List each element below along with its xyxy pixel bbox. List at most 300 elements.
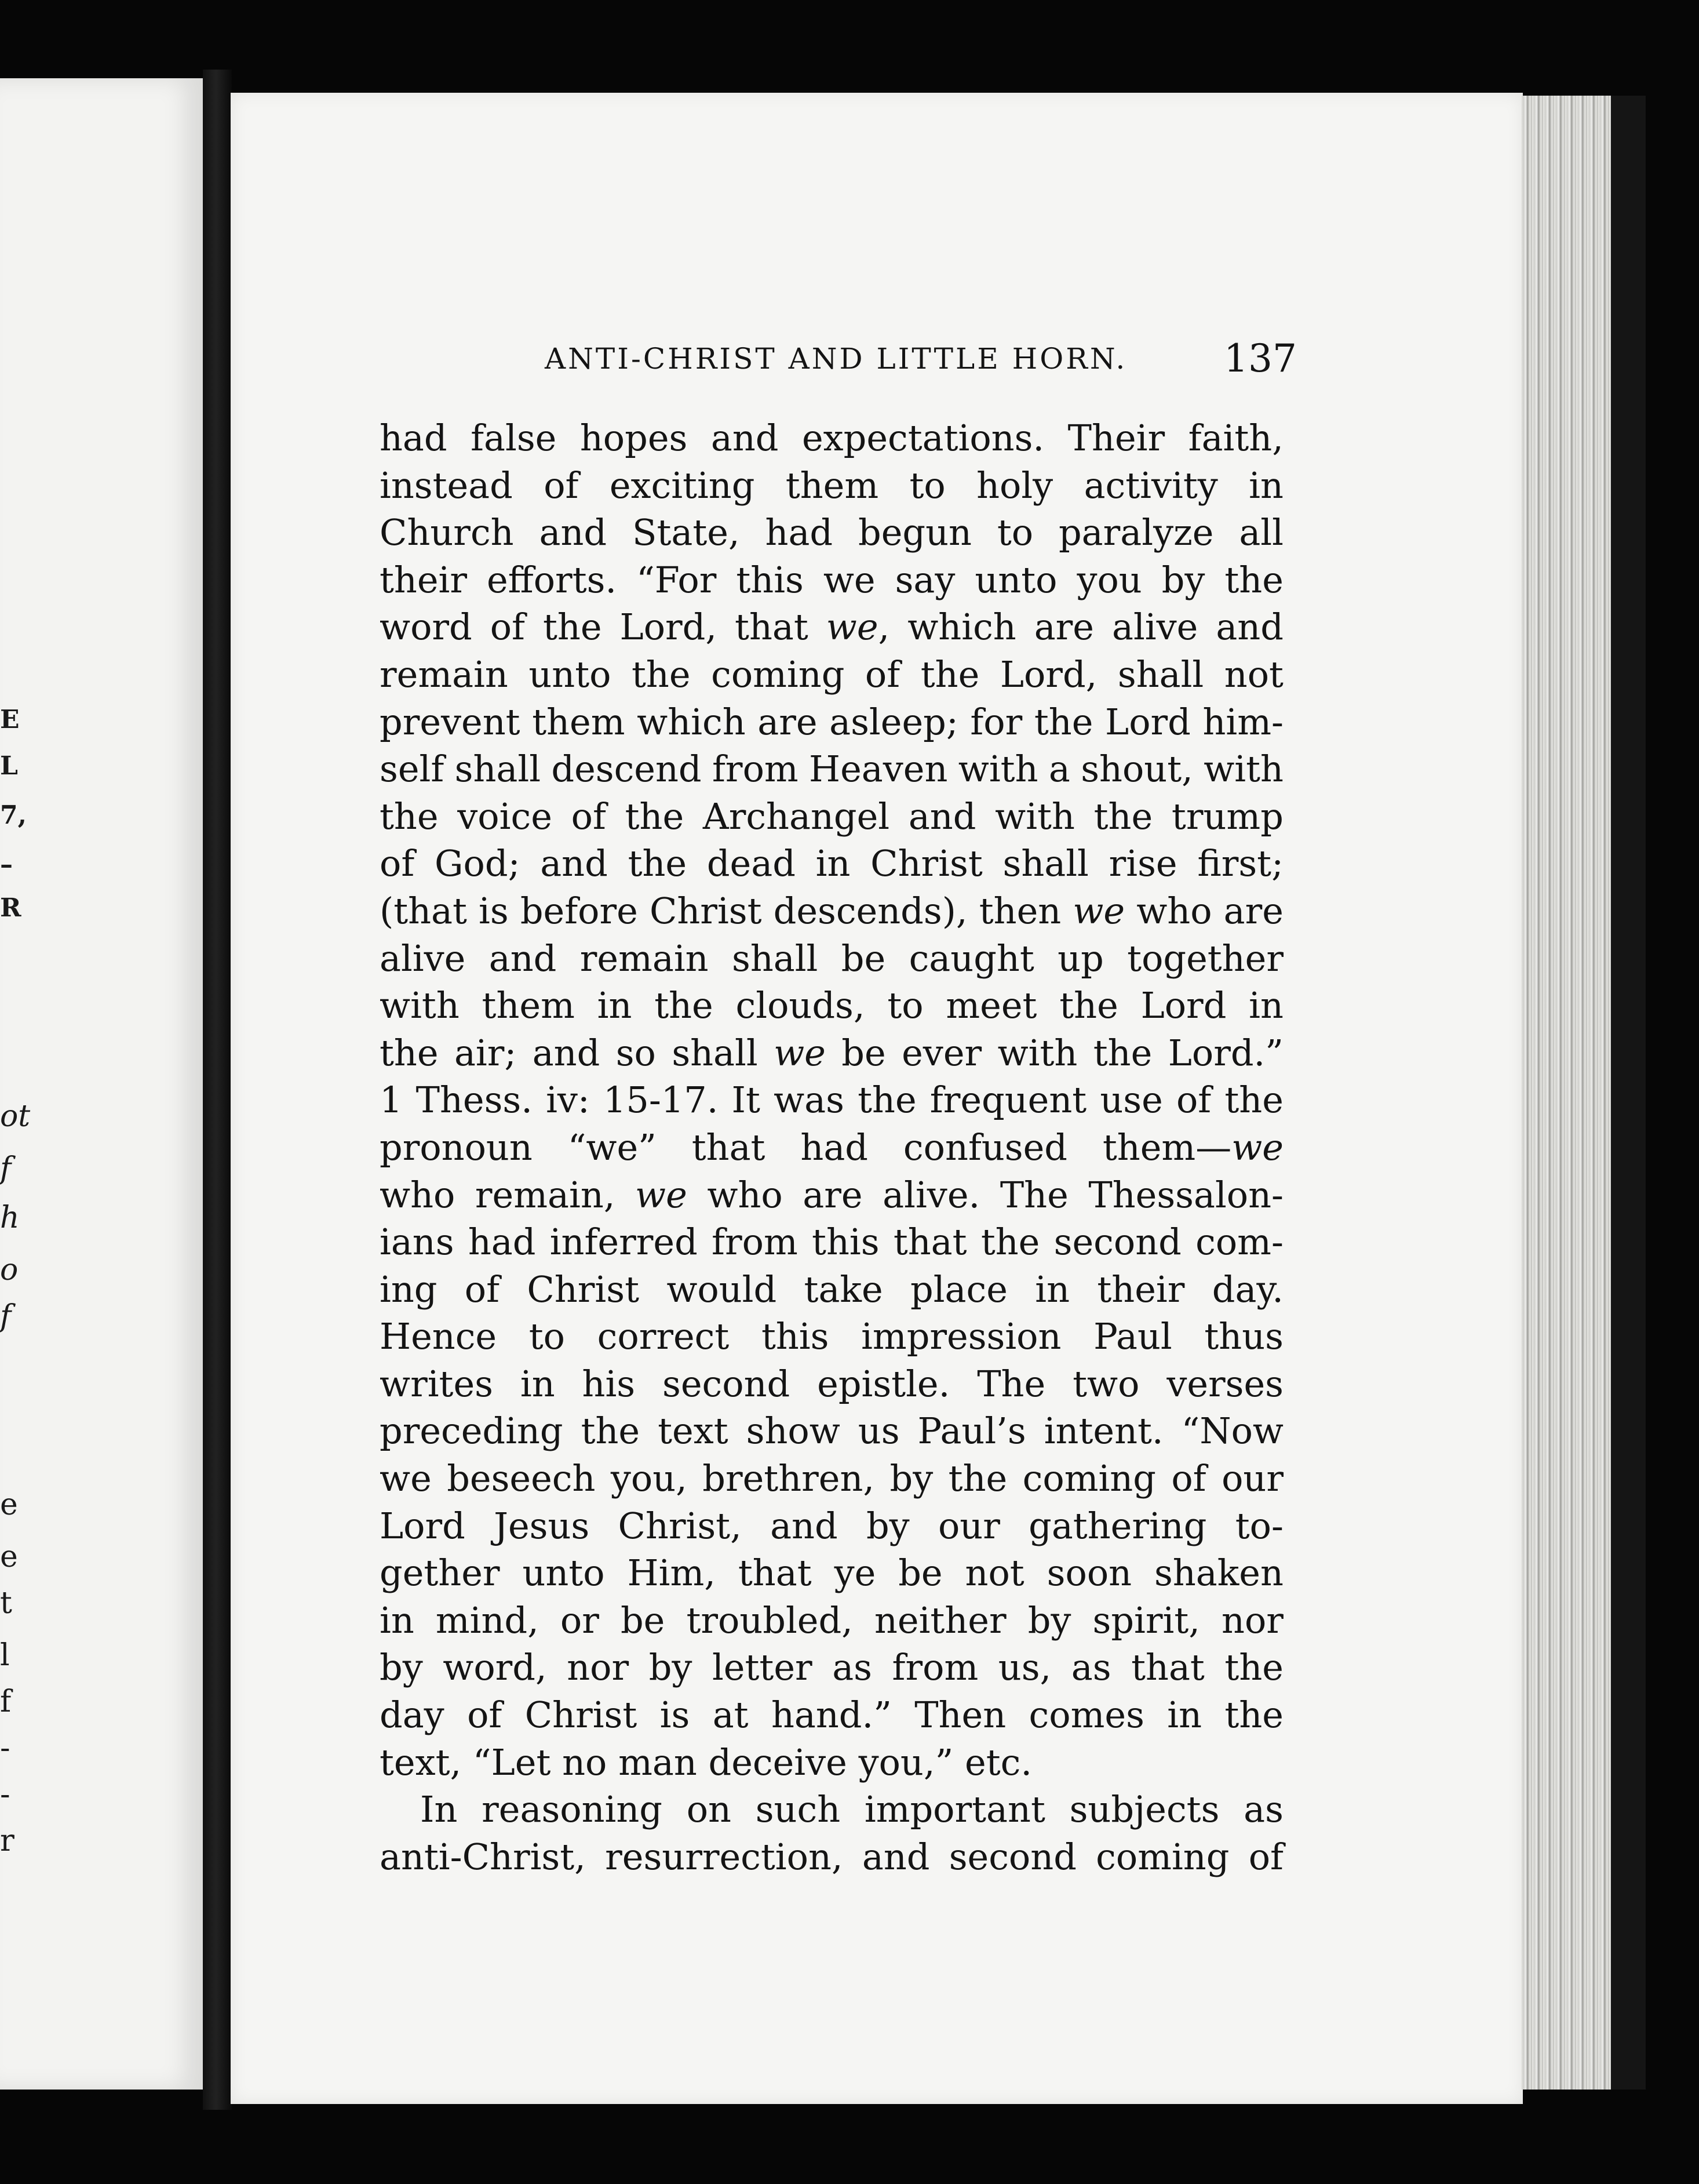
word: before bbox=[520, 889, 638, 932]
word: Heaven bbox=[809, 748, 948, 791]
word: of bbox=[380, 842, 415, 885]
word: this bbox=[812, 1221, 880, 1264]
word: resurrection, bbox=[605, 1835, 843, 1878]
word: day bbox=[380, 1694, 444, 1737]
word: with bbox=[958, 748, 1038, 791]
word: remain, bbox=[475, 1173, 615, 1216]
word: this bbox=[761, 1315, 829, 1358]
word: epistle. bbox=[817, 1362, 950, 1405]
word: text, bbox=[380, 1741, 462, 1783]
word: and bbox=[908, 795, 976, 838]
word: to- bbox=[1235, 1504, 1284, 1547]
word: as bbox=[1244, 1788, 1284, 1831]
word: It bbox=[731, 1079, 760, 1122]
word: day. bbox=[1212, 1268, 1284, 1311]
word: The bbox=[977, 1362, 1046, 1405]
word: Christ bbox=[649, 889, 762, 932]
word: shall bbox=[1117, 653, 1204, 696]
left-page-fragment: - bbox=[0, 1731, 10, 1766]
word: rise bbox=[1109, 842, 1177, 885]
word: are bbox=[757, 700, 818, 743]
word: Archangel bbox=[702, 795, 890, 838]
word: our bbox=[1222, 1457, 1284, 1500]
word: meet bbox=[946, 984, 1037, 1027]
text-line bbox=[380, 1502, 1284, 1550]
word: Thessalon- bbox=[1088, 1173, 1284, 1216]
word: are bbox=[1034, 606, 1094, 649]
word: voice bbox=[457, 795, 552, 838]
text-line bbox=[380, 935, 1284, 982]
text-line bbox=[380, 1739, 1284, 1786]
word: text bbox=[658, 1410, 728, 1453]
word: the bbox=[380, 795, 439, 838]
word: shout, bbox=[1081, 748, 1193, 791]
word: the bbox=[1224, 558, 1284, 601]
word: take bbox=[804, 1268, 883, 1311]
word: to bbox=[528, 1315, 565, 1358]
word: and bbox=[539, 511, 607, 554]
word: the bbox=[980, 1221, 1040, 1264]
word: not bbox=[965, 1552, 1024, 1595]
word: trump bbox=[1171, 795, 1284, 838]
word: man bbox=[618, 1741, 697, 1783]
word: iv: bbox=[546, 1079, 590, 1122]
word: of bbox=[464, 1268, 500, 1311]
word: be bbox=[620, 1599, 665, 1641]
word: letter bbox=[712, 1646, 812, 1689]
word: first; bbox=[1197, 842, 1284, 885]
left-page-fragment: o bbox=[0, 1253, 19, 1287]
word: ever bbox=[902, 1031, 982, 1074]
left-page-fragment: f bbox=[0, 1684, 12, 1719]
word: you, bbox=[610, 1457, 687, 1500]
left-page-fragment: E bbox=[0, 705, 20, 734]
word: show bbox=[746, 1410, 840, 1453]
word: dead bbox=[706, 842, 796, 885]
word: are bbox=[1223, 889, 1284, 932]
text-line bbox=[380, 651, 1284, 698]
word: be bbox=[898, 1552, 943, 1595]
word: the bbox=[948, 1457, 1008, 1500]
word: activity bbox=[1084, 464, 1218, 507]
word: neither bbox=[874, 1599, 1007, 1641]
word: important bbox=[864, 1788, 1045, 1831]
word: inferred bbox=[549, 1221, 698, 1264]
word: “For bbox=[636, 558, 717, 601]
word: Paul’s bbox=[917, 1410, 1026, 1453]
word: unto bbox=[975, 558, 1058, 601]
word: the bbox=[628, 842, 687, 885]
word: faith, bbox=[1188, 417, 1284, 459]
word: ing bbox=[380, 1268, 437, 1311]
word: and bbox=[710, 417, 779, 459]
left-facing-page bbox=[0, 78, 203, 2090]
word: would bbox=[666, 1268, 777, 1311]
word: from bbox=[712, 1221, 798, 1264]
text-line bbox=[380, 840, 1284, 887]
word: The bbox=[1000, 1173, 1069, 1216]
word: had bbox=[765, 511, 833, 554]
left-page-fragment: t bbox=[0, 1586, 12, 1621]
word: the bbox=[625, 795, 684, 838]
word: false bbox=[471, 417, 557, 459]
word: “we” bbox=[567, 1126, 657, 1169]
word: of bbox=[467, 1694, 502, 1737]
word: Christ, bbox=[618, 1504, 742, 1547]
word: us, bbox=[998, 1646, 1052, 1689]
word: the bbox=[632, 653, 691, 696]
word: 15-17. bbox=[603, 1079, 719, 1122]
word: coming bbox=[711, 653, 845, 696]
word: by bbox=[866, 1504, 910, 1547]
word: Lord.” bbox=[1168, 1031, 1284, 1074]
word: by bbox=[889, 1457, 934, 1500]
word: so bbox=[615, 1031, 656, 1074]
word: Lord bbox=[1140, 984, 1227, 1027]
word: State, bbox=[632, 511, 740, 554]
word: with bbox=[1204, 748, 1284, 791]
text-line bbox=[380, 556, 1284, 604]
left-page-fragment: f bbox=[0, 1151, 12, 1186]
word: Lord bbox=[380, 1504, 465, 1547]
word: ye bbox=[834, 1552, 876, 1595]
word: of bbox=[865, 653, 900, 696]
word: remain bbox=[579, 937, 709, 980]
word: who bbox=[707, 1173, 783, 1216]
word: at bbox=[712, 1694, 749, 1737]
word: two bbox=[1073, 1362, 1140, 1405]
word: you,” bbox=[858, 1741, 954, 1783]
word: ians bbox=[380, 1221, 454, 1264]
word: confused bbox=[903, 1126, 1067, 1169]
word: alive bbox=[380, 937, 466, 980]
word: Lord, bbox=[619, 606, 717, 649]
word: we bbox=[380, 1457, 432, 1500]
word: “Let bbox=[472, 1741, 551, 1783]
word: that bbox=[691, 1126, 765, 1169]
word: say bbox=[895, 558, 956, 601]
word: such bbox=[755, 1788, 841, 1831]
word: their bbox=[1097, 1268, 1185, 1311]
word: of bbox=[544, 464, 579, 507]
text-line bbox=[380, 1266, 1284, 1313]
word: and bbox=[770, 1504, 838, 1547]
left-page-fragment: - bbox=[0, 1777, 10, 1812]
word: coming bbox=[1022, 1457, 1156, 1500]
word: second bbox=[662, 1362, 790, 1405]
word: the bbox=[858, 1079, 917, 1122]
word: in bbox=[1249, 464, 1284, 507]
word: shall bbox=[1002, 842, 1089, 885]
word: Christ bbox=[527, 1268, 639, 1311]
text-line bbox=[380, 462, 1284, 509]
left-page-fragment: R bbox=[0, 893, 21, 923]
word: that bbox=[893, 1221, 967, 1264]
text-line bbox=[380, 887, 1284, 935]
page-edges bbox=[1521, 96, 1611, 2090]
left-page-fragment: – bbox=[0, 850, 13, 879]
left-page-fragment: l bbox=[0, 1638, 10, 1673]
word: from bbox=[892, 1646, 979, 1689]
text-line bbox=[380, 1644, 1284, 1691]
word: remain bbox=[380, 653, 508, 696]
word: God; bbox=[435, 842, 520, 885]
word: nor bbox=[1222, 1599, 1284, 1641]
word: by bbox=[1027, 1599, 1071, 1641]
word: unto bbox=[522, 1552, 605, 1595]
word: by bbox=[380, 1646, 423, 1689]
word: the bbox=[542, 606, 602, 649]
word: by bbox=[1161, 558, 1205, 601]
word: us bbox=[858, 1410, 900, 1453]
text-line bbox=[380, 1360, 1284, 1408]
word: shall bbox=[672, 1031, 758, 1074]
text-line bbox=[380, 793, 1284, 840]
word: use bbox=[1100, 1079, 1163, 1122]
word: shall bbox=[454, 748, 541, 791]
word: subjects bbox=[1069, 1788, 1220, 1831]
word: with bbox=[997, 1031, 1078, 1074]
left-page-fragment: e bbox=[0, 1539, 18, 1574]
word: holy bbox=[976, 464, 1053, 507]
word: “Now bbox=[1181, 1410, 1284, 1453]
word: which bbox=[637, 700, 746, 743]
word: as bbox=[832, 1646, 872, 1689]
text-line bbox=[380, 1218, 1284, 1266]
text-line bbox=[380, 1407, 1284, 1455]
word: the bbox=[654, 984, 713, 1027]
word: of bbox=[1176, 1079, 1212, 1122]
word: shaken bbox=[1154, 1552, 1284, 1595]
word: them bbox=[532, 700, 625, 743]
word: brethren, bbox=[702, 1457, 875, 1500]
word: in bbox=[815, 842, 851, 885]
word: paralyze bbox=[1058, 511, 1214, 554]
word: In bbox=[420, 1788, 458, 1831]
word: com- bbox=[1195, 1221, 1284, 1264]
left-page-fragment: L bbox=[0, 751, 18, 781]
word: or bbox=[560, 1599, 599, 1641]
word: no bbox=[562, 1741, 607, 1783]
running-head: ANTI-CHRIST AND LITTLE HORN. bbox=[545, 342, 1128, 376]
word: hopes bbox=[579, 417, 688, 459]
word: of bbox=[1248, 1835, 1284, 1878]
word: and bbox=[1216, 606, 1284, 649]
word: this bbox=[736, 558, 804, 601]
word: alive. bbox=[883, 1173, 980, 1216]
word: that bbox=[735, 606, 808, 649]
word: mind, bbox=[435, 1599, 539, 1641]
word: the bbox=[1093, 795, 1153, 838]
word: then bbox=[979, 889, 1062, 932]
page-number: 137 bbox=[1224, 336, 1297, 381]
word: the bbox=[380, 1031, 439, 1074]
word: word bbox=[380, 606, 472, 649]
book-gutter bbox=[203, 70, 232, 2110]
word: shall bbox=[732, 937, 818, 980]
text-line bbox=[380, 1171, 1284, 1219]
word: exciting bbox=[609, 464, 755, 507]
word: Their bbox=[1067, 417, 1165, 459]
word: as bbox=[1071, 1646, 1111, 1689]
text-line bbox=[380, 1313, 1284, 1360]
text-line bbox=[380, 1691, 1284, 1739]
word: we bbox=[635, 1173, 687, 1216]
word: them—we bbox=[1102, 1126, 1284, 1169]
word: self bbox=[380, 748, 444, 791]
word: Then bbox=[914, 1694, 1007, 1737]
word: the bbox=[1059, 984, 1118, 1027]
word: preceding bbox=[380, 1410, 563, 1453]
word: nor bbox=[567, 1646, 629, 1689]
text-line bbox=[380, 1833, 1284, 1881]
text-line bbox=[380, 1455, 1284, 1502]
word: comes bbox=[1029, 1694, 1144, 1737]
left-page-fragment: ot bbox=[0, 1099, 31, 1134]
word: was bbox=[774, 1079, 844, 1122]
word: who bbox=[1136, 889, 1212, 932]
word: Lord bbox=[1105, 700, 1191, 743]
word: correct bbox=[597, 1315, 730, 1358]
text-line bbox=[380, 603, 1284, 651]
word: Him, bbox=[627, 1552, 716, 1595]
word: alive bbox=[1111, 606, 1198, 649]
word: spirit, bbox=[1092, 1599, 1200, 1641]
word: who bbox=[380, 1173, 455, 1216]
word: begun bbox=[858, 511, 972, 554]
word: prevent bbox=[380, 700, 520, 743]
text-line bbox=[380, 982, 1284, 1029]
body-text bbox=[380, 414, 1284, 1880]
word: in bbox=[1249, 984, 1284, 1027]
word: in bbox=[1167, 1694, 1202, 1737]
word: the bbox=[1224, 1646, 1284, 1689]
word: and bbox=[532, 1031, 600, 1074]
word: hand.” bbox=[771, 1694, 892, 1737]
left-page-fragment: f bbox=[0, 1299, 12, 1334]
text-line bbox=[380, 1786, 1284, 1833]
word: gathering bbox=[1029, 1504, 1207, 1547]
word: the bbox=[1224, 1694, 1284, 1737]
word: to bbox=[887, 984, 924, 1027]
word: anti-Christ, bbox=[380, 1835, 586, 1878]
word: descends), bbox=[773, 889, 968, 932]
word: place bbox=[910, 1268, 1008, 1311]
left-page-fragment: h bbox=[0, 1200, 20, 1235]
word: deceive bbox=[708, 1741, 847, 1783]
word: in bbox=[520, 1362, 555, 1405]
word: coming bbox=[1096, 1835, 1230, 1878]
word: which bbox=[907, 606, 1016, 649]
word: and bbox=[540, 842, 608, 885]
word: we bbox=[823, 558, 876, 601]
word: we bbox=[774, 1031, 826, 1074]
text-line bbox=[380, 509, 1284, 556]
word: writes bbox=[380, 1362, 493, 1405]
word: the bbox=[920, 653, 980, 696]
word: all bbox=[1239, 511, 1284, 554]
word: for bbox=[970, 700, 1023, 743]
word: on bbox=[686, 1788, 731, 1831]
word: second bbox=[949, 1835, 1077, 1878]
word: clouds, bbox=[735, 984, 865, 1027]
text-line bbox=[380, 1597, 1284, 1644]
text-line bbox=[380, 698, 1284, 746]
word: soon bbox=[1047, 1552, 1132, 1595]
word: is bbox=[659, 1694, 690, 1737]
word: Thess. bbox=[415, 1079, 533, 1122]
word: Hence bbox=[380, 1315, 497, 1358]
text-line bbox=[380, 414, 1284, 462]
word: gether bbox=[380, 1552, 500, 1595]
word: air; bbox=[454, 1031, 517, 1074]
word: them bbox=[785, 464, 879, 507]
word: Christ bbox=[870, 842, 983, 885]
left-page-fragment: r bbox=[0, 1823, 14, 1858]
word: unto bbox=[528, 653, 611, 696]
word: Christ bbox=[524, 1694, 637, 1737]
word: with bbox=[995, 795, 1075, 838]
word: pronoun bbox=[380, 1126, 533, 1169]
word: efforts. bbox=[486, 558, 617, 601]
word: asleep; bbox=[829, 700, 958, 743]
word: and bbox=[862, 1835, 930, 1878]
word: their bbox=[380, 558, 468, 601]
word: the bbox=[581, 1410, 640, 1453]
word: word, bbox=[443, 1646, 547, 1689]
word: up bbox=[1058, 937, 1104, 980]
word: verses bbox=[1166, 1362, 1284, 1405]
word: to bbox=[909, 464, 946, 507]
word: is bbox=[479, 889, 509, 932]
word: had bbox=[380, 417, 447, 459]
word: that bbox=[738, 1552, 812, 1595]
word: are bbox=[803, 1173, 863, 1216]
word: a bbox=[1048, 748, 1070, 791]
text-line bbox=[380, 1076, 1284, 1124]
text-line bbox=[380, 1124, 1284, 1171]
word: second bbox=[1053, 1221, 1182, 1264]
word: be bbox=[841, 1031, 886, 1074]
word: instead bbox=[380, 464, 513, 507]
word: in bbox=[380, 1599, 414, 1641]
word: frequent bbox=[929, 1079, 1087, 1122]
word: of bbox=[1171, 1457, 1206, 1500]
word: with bbox=[380, 984, 460, 1027]
word: not bbox=[1224, 653, 1284, 696]
word: our bbox=[938, 1504, 1000, 1547]
word: descend bbox=[551, 748, 702, 791]
word: that bbox=[1131, 1646, 1205, 1689]
word: 1 bbox=[380, 1079, 403, 1122]
word: Church bbox=[380, 511, 514, 554]
word: impression bbox=[861, 1315, 1062, 1358]
word: expectations. bbox=[801, 417, 1045, 459]
word: troubled, bbox=[686, 1599, 853, 1641]
word: by bbox=[648, 1646, 692, 1689]
word: them bbox=[482, 984, 575, 1027]
word: be bbox=[841, 937, 886, 980]
word: thus bbox=[1204, 1315, 1284, 1358]
word: you bbox=[1077, 558, 1142, 601]
word: caught bbox=[909, 937, 1034, 980]
word: (that bbox=[380, 889, 467, 932]
word: intent. bbox=[1044, 1410, 1164, 1453]
word: Paul bbox=[1093, 1315, 1172, 1358]
word: in bbox=[1035, 1268, 1070, 1311]
text-line bbox=[380, 745, 1284, 793]
word: and bbox=[488, 937, 557, 980]
